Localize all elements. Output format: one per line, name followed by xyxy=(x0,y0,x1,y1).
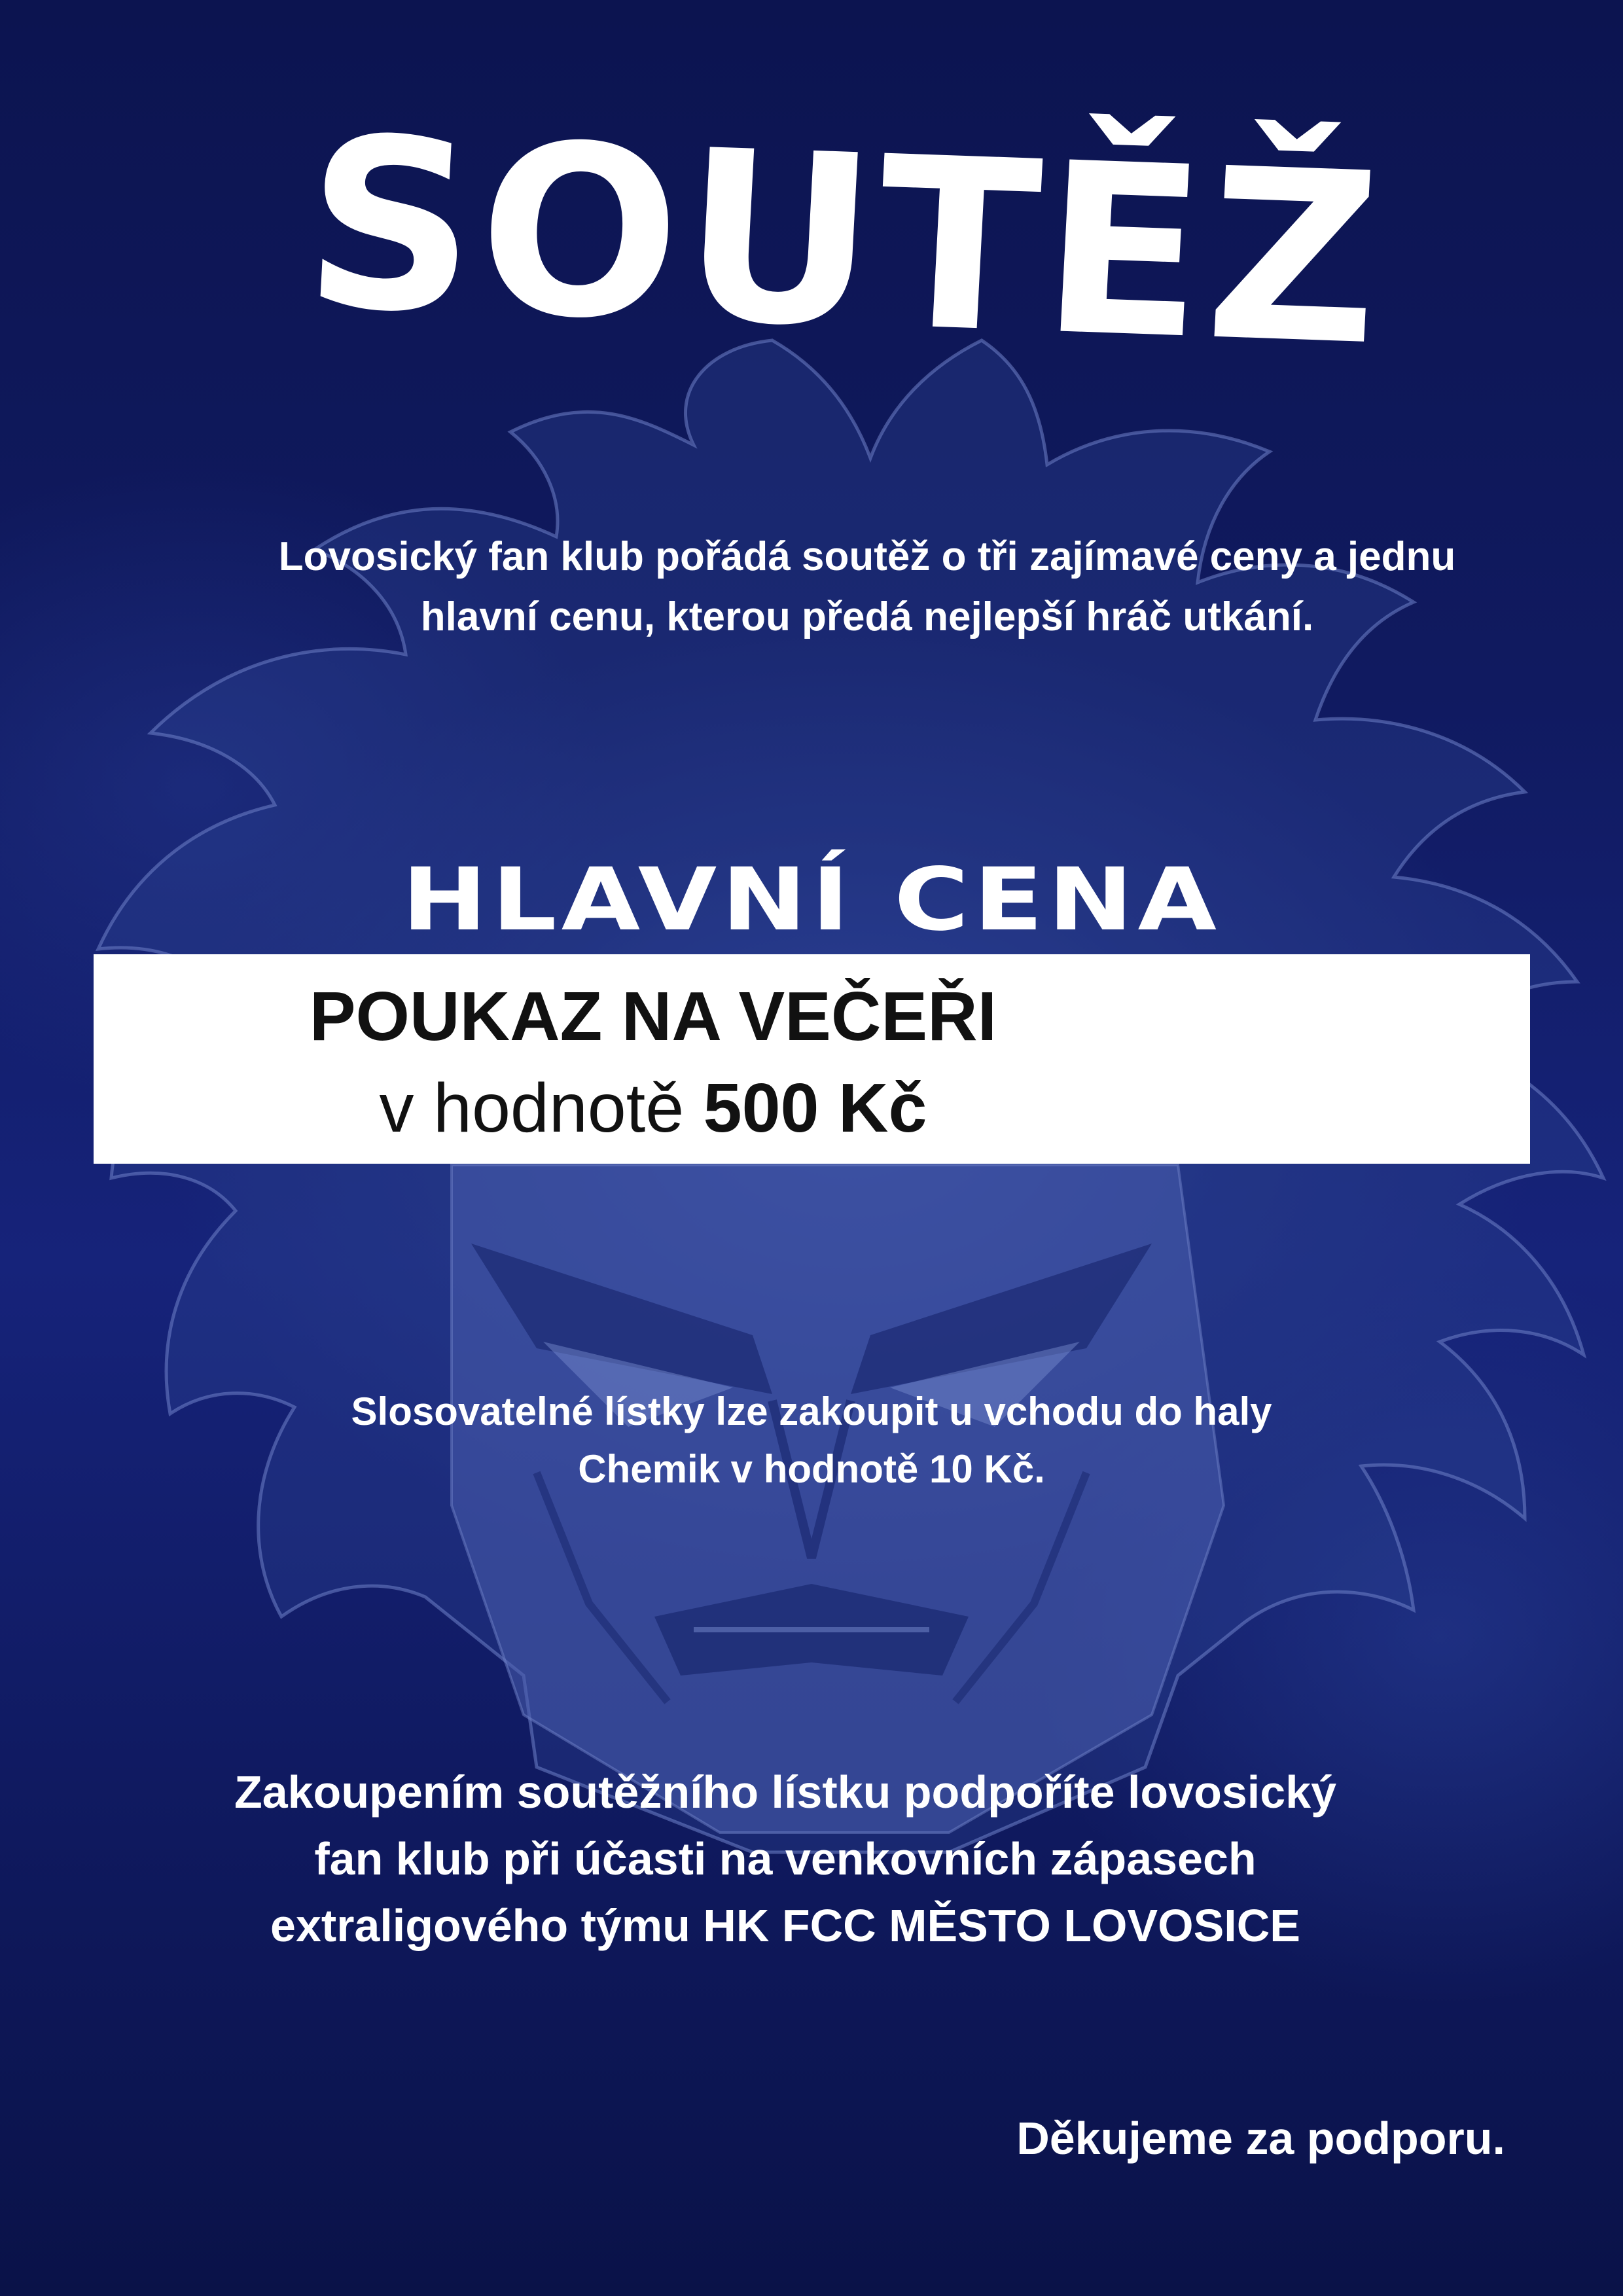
prize-name: POUKAZ NA VEČEŘI xyxy=(309,978,997,1055)
prize-heading: HLAVNÍ CENA xyxy=(401,850,1222,950)
poster-title: SOUTĚŽ xyxy=(298,86,1390,398)
tickets-line: Slosovatelné lístky lze zakoupit u vchodu do haly xyxy=(351,1390,1272,1433)
tickets-line: Chemik v hodnotě 10 Kč. xyxy=(578,1447,1045,1491)
intro-text xyxy=(131,527,1603,647)
prize-value-prefix: v hodnotě xyxy=(379,1069,685,1147)
intro-line: Lovosický fan klub pořádá soutěž o tři zajímavé ceny a jednu xyxy=(278,534,1456,579)
tickets-text xyxy=(196,1383,1427,1498)
intro-line: hlavní cenu, kterou předá nejlepší hráč utkání. xyxy=(420,594,1314,639)
support-line: extraligového týmu HK FCC MĚSTO LOVOSICE xyxy=(270,1900,1300,1951)
thanks-text: Děkujeme za podporu. xyxy=(1016,2113,1505,2164)
prize-value-amount: 500 Kč xyxy=(703,1069,927,1147)
prize-value xyxy=(0,1066,1435,1151)
prize-box xyxy=(94,954,1530,1164)
support-text xyxy=(131,1759,1440,1959)
support-line: Zakoupením soutěžního lístku podpoříte lovosický xyxy=(234,1767,1337,1818)
support-line: fan klub při účasti na venkovních zápasech xyxy=(314,1833,1257,1884)
